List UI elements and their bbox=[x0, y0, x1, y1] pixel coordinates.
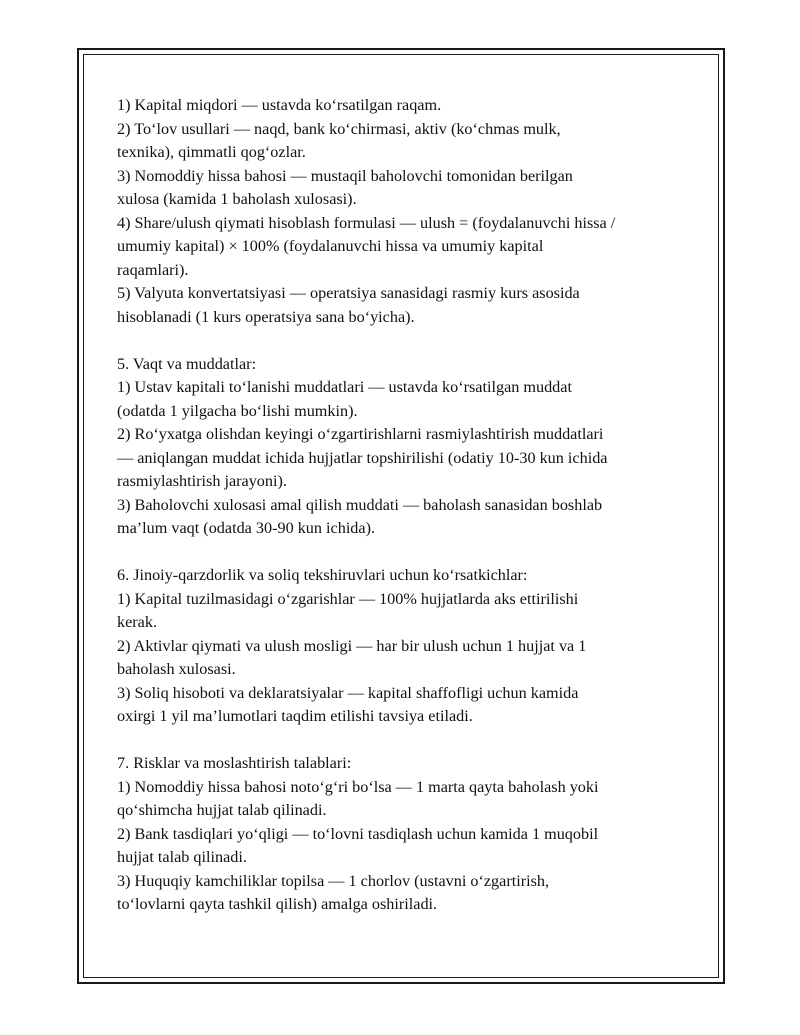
text-line: 3) Nomoddiy hissa bahosi — mustaqil baholovchi tomonidan berilgan bbox=[117, 166, 573, 185]
text-line: — aniqlangan muddat ichida hujjatlar topshirilishi (odatiy 10-30 kun ichida bbox=[117, 448, 608, 467]
text-line: rasmiylashtirish jarayoni). bbox=[117, 472, 287, 490]
text-line: 3) Huquqiy kamchiliklar topilsa — 1 chorlov (ustavni o‘zgartirish, bbox=[117, 871, 550, 890]
text-line: raqamlari). bbox=[117, 260, 189, 279]
text-line: 1) Ustav kapitali to‘lanishi muddatlari — ustavda ko‘rsatilgan muddat bbox=[117, 378, 572, 396]
text-line: hisoblanadi (1 kurs operatsiya sana bo‘yicha). bbox=[117, 307, 415, 326]
text-line: 2) Aktivlar qiymati va ulush mosligi — har bir ulush uchun 1 hujjat va 1 bbox=[117, 636, 587, 655]
text-line: ma’lum vaqt (odatda 30-90 kun ichida). bbox=[117, 519, 376, 537]
text-line: 1) Kapital tuzilmasidagi o‘zgarishlar — 100% hujjatlarda aks ettirilishi bbox=[117, 589, 579, 608]
text-line: 3) Soliq hisoboti va deklaratsiyalar — kapital shaffofligi uchun kamida bbox=[117, 683, 579, 702]
text-line: baholash xulosasi. bbox=[117, 660, 236, 678]
text-line: 1) Nomoddiy hissa bahosi noto‘g‘ri bo‘lsa — 1 marta qayta baholash yoki bbox=[117, 777, 599, 796]
blank-line bbox=[117, 541, 697, 565]
text-line: 3) Baholovchi xulosasi amal qilish muddati — baholash sanasidan boshlab bbox=[117, 495, 603, 514]
text-line: (odatda 1 yilgacha bo‘lishi mumkin). bbox=[117, 401, 358, 420]
blank-line bbox=[117, 729, 697, 753]
text-line: umumiy kapital) × 100% (foydalanuvchi hissa va umumiy kapital bbox=[117, 237, 544, 255]
text-line: 5. Vaqt va muddatlar: bbox=[117, 354, 257, 373]
text-line: hujjat talab qilinadi. bbox=[117, 848, 247, 866]
text-line: 7. Risklar va moslashtirish talablari: bbox=[117, 754, 352, 772]
text-line: oxirgi 1 yil ma’lumotlari taqdim etilishi tavsiya etiladi. bbox=[117, 707, 473, 725]
text-line: 4) Share/ulush qiymati hisoblash formulasi — ulush = (foydalanuvchi hissa / bbox=[117, 213, 616, 232]
text-line: texnika), qimmatli qog‘ozlar. bbox=[117, 143, 306, 161]
text-line: 2) Bank tasdiqlari yo‘qligi — to‘lovni tasdiqlash uchun kamida 1 muqobil bbox=[117, 824, 599, 843]
text-line: 6. Jinoiy-qarzdorlik va soliq tekshiruvlari uchun ko‘rsatkichlar: bbox=[117, 566, 528, 584]
text-line: to‘lovlarni qayta tashkil qilish) amalga oshiriladi. bbox=[117, 895, 438, 913]
text-line: 5) Valyuta konvertatsiyasi — operatsiya sanasidagi rasmiy kurs asosida bbox=[117, 284, 580, 302]
text-line: xulosa (kamida 1 baholash xulosasi). bbox=[117, 190, 357, 208]
text-line: 1) Kapital miqdori — ustavda ko‘rsatilgan raqam. bbox=[117, 96, 442, 114]
blank-line bbox=[117, 329, 697, 353]
text-line: qo‘shimcha hujjat talab qilinadi. bbox=[117, 801, 327, 819]
document-body bbox=[117, 94, 697, 917]
text-line: kerak. bbox=[117, 613, 157, 631]
text-line: 2) To‘lov usullari — naqd, bank ko‘chirmasi, aktiv (ko‘chmas mulk, bbox=[117, 119, 561, 138]
text-line: 2) Ro‘yxatga olishdan keyingi o‘zgartirishlarni rasmiylashtirish muddatlari bbox=[117, 425, 604, 443]
